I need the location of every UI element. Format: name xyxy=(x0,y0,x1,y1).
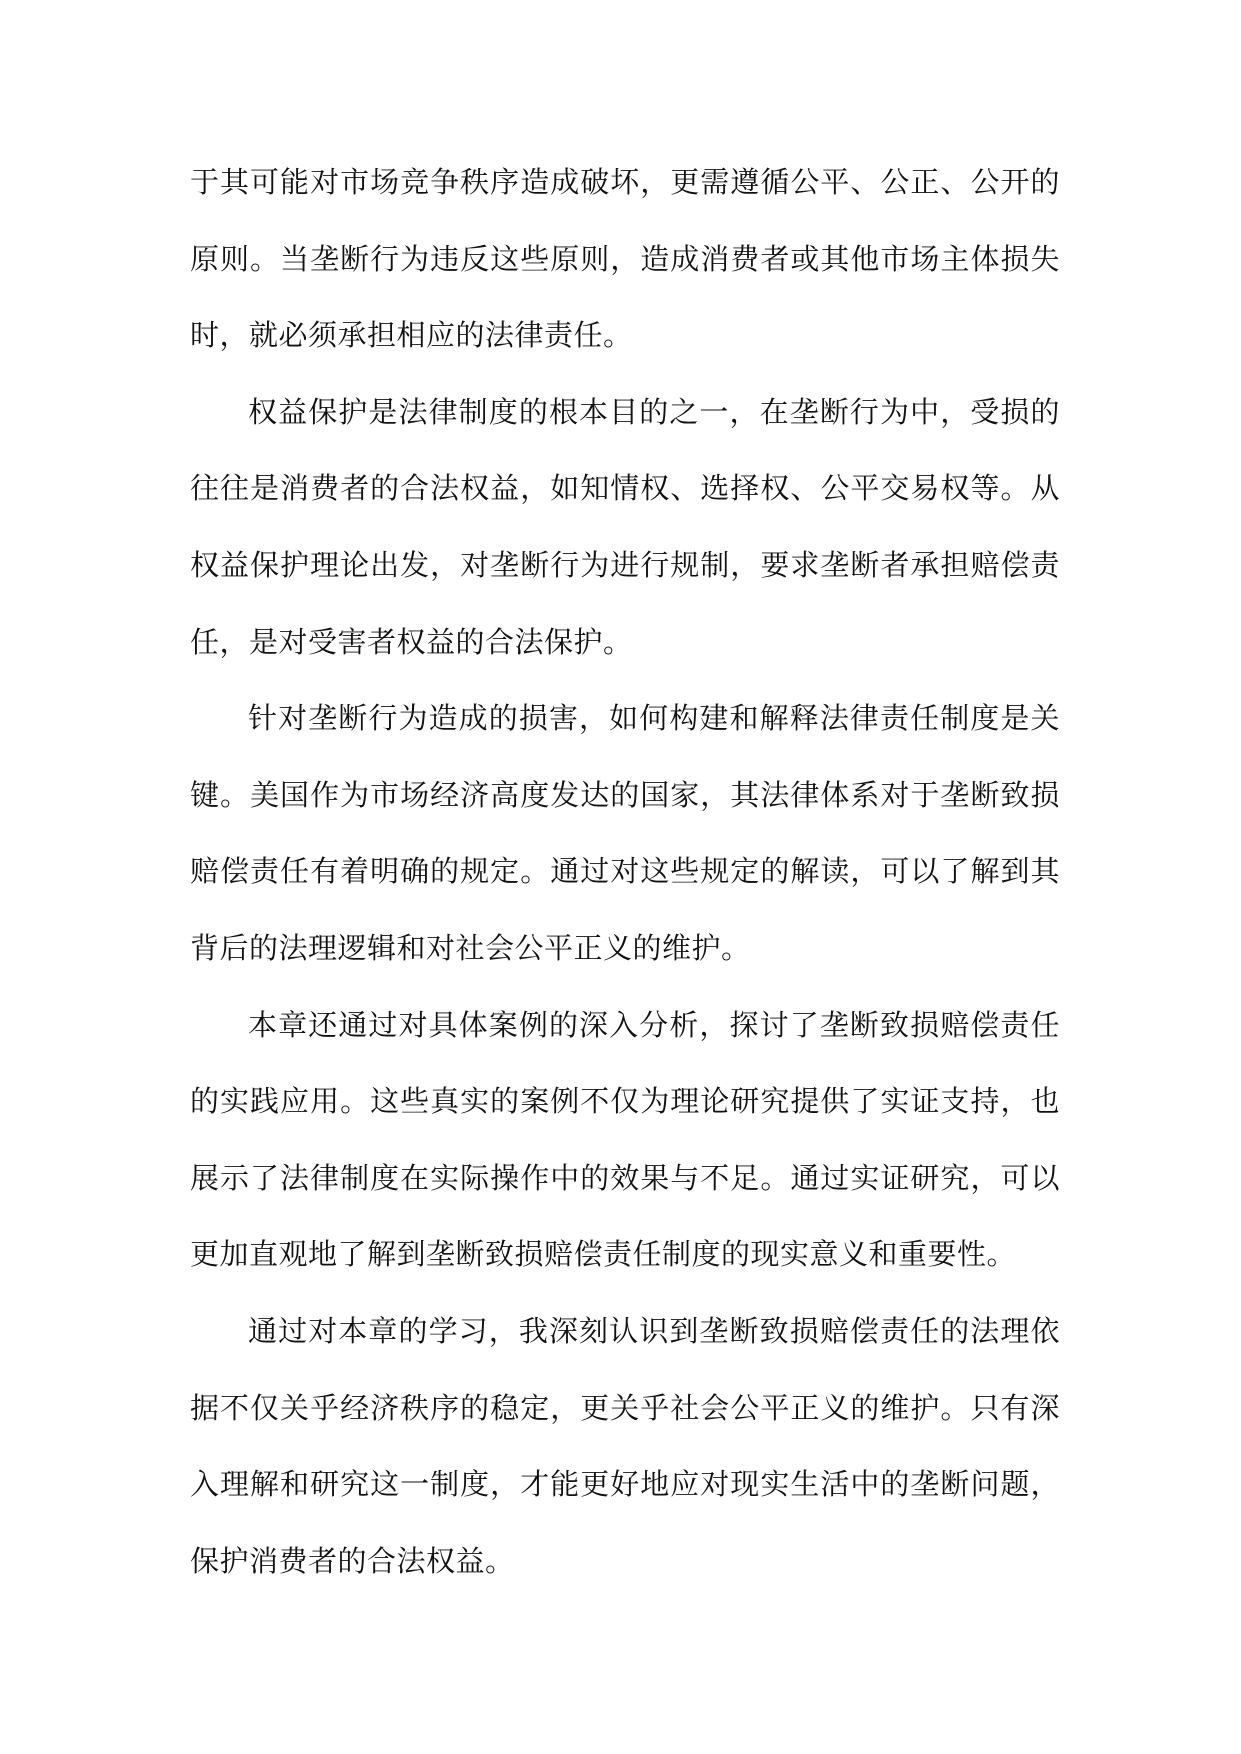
document-body xyxy=(190,144,1060,1599)
paragraph-1: 于其可能对市场竞争秩序造成破坏，更需遵循公平、公正、公开的原则。当垄断行为违反这些原则，造成消费者或其他市场主体损失时，就必须承担相应的法律责任。 xyxy=(190,165,1060,353)
paragraph-5: 通过对本章的学习，我深刻认识到垄断致损赔偿责任的法理依据不仅关乎经济秩序的稳定，更关乎社会公平正义的维护。只有深入理解和研究这一制度，才能更好地应对现实生活中的垄断问题，保护消费者的合法权益。 xyxy=(190,1313,1060,1578)
paragraph-2: 权益保护是法律制度的根本目的之一，在垄断行为中，受损的往往是消费者的合法权益，如知情权、选择权、公平交易权等。从权益保护理论出发，对垄断行为进行规制，要求垄断者承担赔偿责任，是对受害者权益的合法保护。 xyxy=(190,394,1060,659)
paragraph-3: 针对垄断行为造成的损害，如何构建和解释法律责任制度是关键。美国作为市场经济高度发达的国家，其法律体系对于垄断致损赔偿责任有着明确的规定。通过对这些规定的解读，可以了解到其背后的法理逻辑和对社会公平正义的维护。 xyxy=(190,701,1060,965)
paragraph-4: 本章还通过对具体案例的深入分析，探讨了垄断致损赔偿责任的实践应用。这些真实的案例不仅为理论研究提供了实证支持，也展示了法律制度在实际操作中的效果与不足。通过实证研究，可以更加直观地了解到垄断致损赔偿责任制度的现实意义和重要性。 xyxy=(190,1007,1060,1272)
